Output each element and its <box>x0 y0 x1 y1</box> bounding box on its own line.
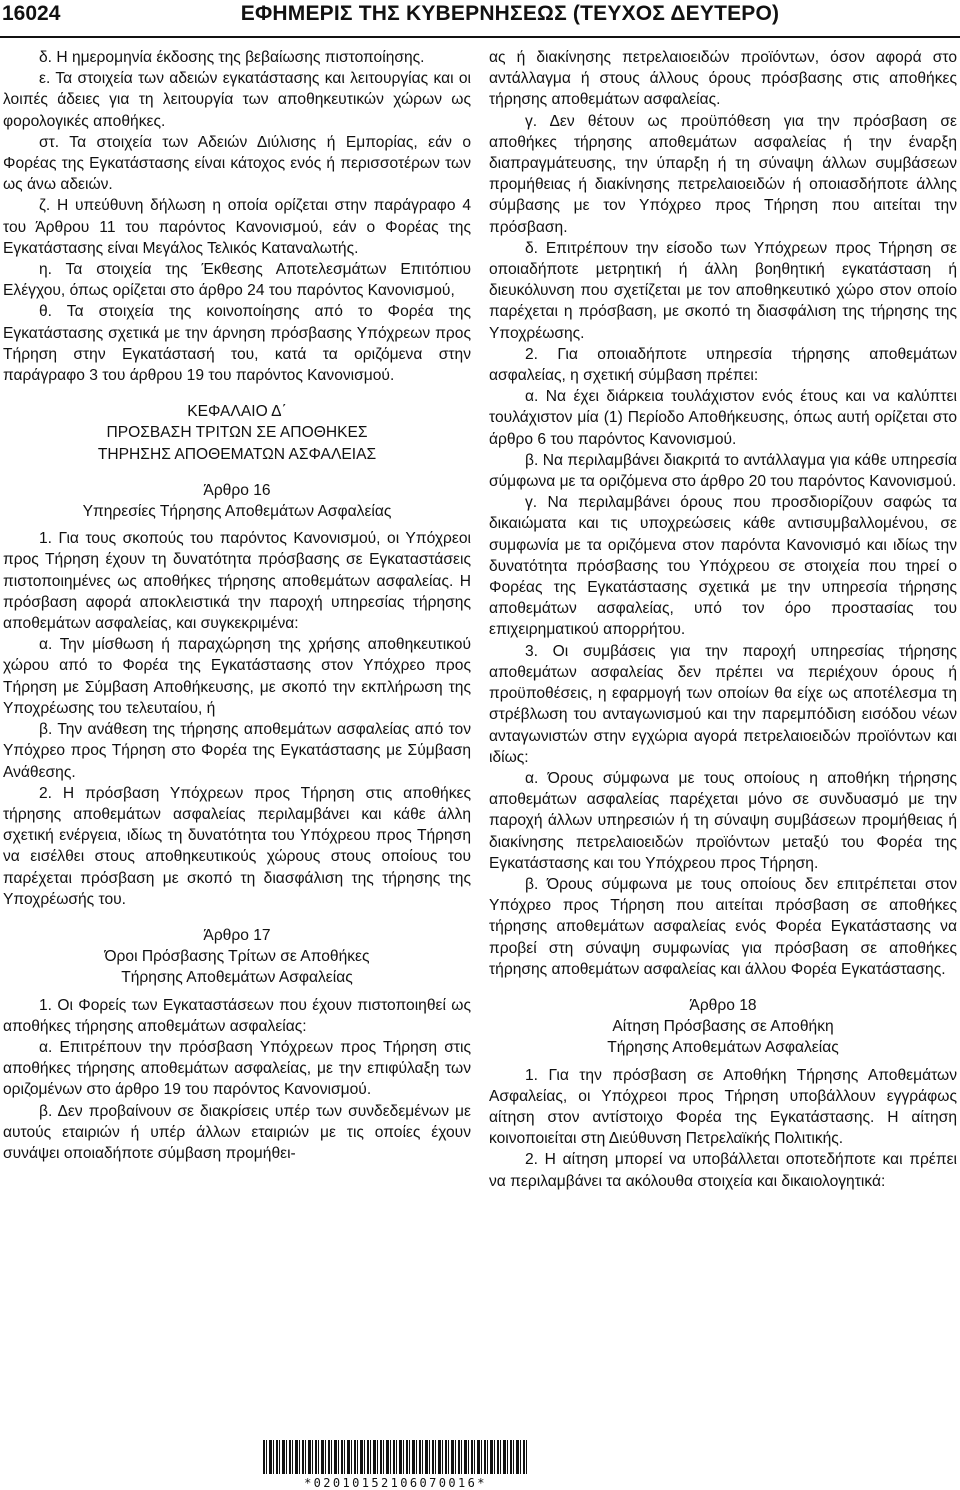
gazette-title <box>0 2 960 26</box>
paragraph: 1. Για την πρόσβαση σε Αποθήκη Τήρησης Αποθεμάτων Ασφαλείας, οι Υπόχρεοι προς Τήρηση υποβάλλουν εγγράφως αίτηση στον αντίστοιχο Φορέα της Εγκατάστασης. Η αίτηση κοινοποιείται στη Διεύθυνση Πετρελαϊκής Πολιτικής. <box>489 1066 957 1148</box>
page-number: 16024 <box>2 2 61 25</box>
paragraph: β. Την ανάθεση της τήρησης αποθεμάτων ασφαλείας από τον Υπόχρεο προς Τήρηση στο Φορέα της Εγκατάστασης με Σύμβαση Ανάθεσης. <box>3 721 471 781</box>
paragraph: ας ή διακίνησης πετρελαιοειδών προϊόντων, όσον αφορά στο αντάλλαγμα ή στους άλλους όρους πρόσβασης στις αποθήκες τήρησης αποθεμάτων ασφαλείας. <box>489 49 957 109</box>
paragraph: α. Την μίσθωση ή παραχώρηση της χρήσης αποθηκευτικού χώρου από το Φορέα της Εγκατάστασης στον Υπόχρεο προς Τήρηση με Σύμβαση Αποθήκευσης, με σκοπό την εκπλήρωση της Υποχρέωσης του τελευταίου, ή <box>3 636 471 717</box>
header-rule <box>0 36 960 38</box>
paragraph: 3. Οι συμβάσεις για την παροχή υπηρεσίας τήρησης αποθεμάτων ασφαλείας δεν πρέπει να περιέχουν όρους ή προϋποθέσεις, η εφαρμογή των οποίων θα είχε ως αποτέλεσμα τη στρέβλωση του ανταγωνισμού και την παρεμπόδιση εισόδου νέων ανταγωνιστών στην εγχώρια αγορά πετρελαιοειδών προϊόντων και ιδίως: <box>489 642 957 766</box>
paragraph: α. Επιτρέπουν την πρόσβαση Υπόχρεων προς Τήρηση στις αποθήκες τήρησης αποθεμάτων ασφαλείας, με την επιφύλαξη των οριζομένων στο άρθρο 19 του παρόντος Κανονισμού. <box>3 1038 471 1099</box>
paragraph: δ. Επιτρέπουν την είσοδο των Υπόχρεων προς Τήρηση σε οποιαδήποτε μετρητική ή άλλη βοηθητική εγκατάσταση ή διευκόλυνση που σχετίζεται με τον αποθηκευτικό χώρο στον οποίο παρέχεται η πρόσβαση, με σκοπό τη διασφάλιση της τήρησης της Υποχρέωσης. <box>489 239 957 342</box>
spacer <box>3 910 471 925</box>
article-title: Τήρησης Αποθεμάτων Ασφαλείας <box>607 1039 839 1057</box>
paragraph: 2. Η πρόσβαση Υπόχρεων προς Τήρηση στις αποθήκες τήρησης αποθεμάτων ασφαλείας περιλαμβάνει και κάθε άλλη σχετική ενέργεια, ιδίως τη δυνατότητα του Υπόχρεου προς Τήρηση να εισέλθει στους αποθηκευτικούς χώρους στους οποίους του παρέχεται πρόσβαση με σκοπό τη διασφάλιση της τήρησης της Υποχρέωσής του. <box>3 784 471 908</box>
gazette-title-text: ΕΦΗΜΕΡΙΣ ΤΗΣ ΚΥΒΕΡΝΗΣΕΩΣ (ΤΕΥΧΟΣ ΔΕΥΤΕΡΟ) <box>240 2 780 25</box>
right-column <box>489 47 957 1192</box>
paragraph: θ. Τα στοιχεία της κοινοποίησης από το Φορέα της Εγκατάστασης σχετικά με την άρνηση πρόσβασης Υπόχρεων προς Τήρηση στην Εγκατάστασή του, κατά τα οριζόμενα στην παράγραφο 3 του άρθρου 19 του παρόντος Κανονισμού. <box>3 303 471 385</box>
chapter-heading: ΠΡΟΣΒΑΣΗ ΤΡΙΤΩΝ ΣΕ ΑΠΟΘΗΚΕΣ <box>106 424 368 442</box>
article-title: Αίτηση Πρόσβασης σε Αποθήκη <box>612 1018 834 1036</box>
paragraph: β. Δεν προβαίνουν σε διακρίσεις υπέρ των συνδεδεμένων με αυτούς εταιριών ή υπέρ άλλων εταιριών με τις οποίες έχουν συνάψει οποιαδήποτε σύμβαση προμήθει- <box>3 1102 471 1162</box>
article-number: Άρθρο 16 <box>203 481 271 499</box>
paragraph: στ. Τα στοιχεία των Αδειών Διύλισης ή Εμπορίας, εάν ο Φορέας της Εγκατάστασης είναι κάτοχος ενός ή περισσοτέρων των ως άνω αδειών. <box>3 133 471 194</box>
paragraph: β. Να περιλαμβάνει διακριτά το αντάλλαγμα για κάθε υπηρεσία σύμφωνα με τα οριζόμενα στο άρθρο 20 του παρόντος Κανονισμού. <box>489 451 957 491</box>
article-title: Τήρησης Αποθεμάτων Ασφαλείας <box>121 969 353 987</box>
paragraph: γ. Δεν θέτουν ως προϋπόθεση για την πρόσβαση σε αποθήκες τήρησης αποθεμάτων ασφαλείας ή την έναρξη διαπραγμάτευσης, την ύπαρξη ή τη σύναψη άλλων συμβάσεων προμήθειας ή διακίνησης πετρελαιοειδών ή οποιασδήποτε άλλης σύμβασης με τον Υπόχρεο προς Τήρηση που αιτείται την πρόσβαση. <box>489 112 957 236</box>
article-title: Όροι Πρόσβασης Τρίτων σε Αποθήκες <box>104 948 370 966</box>
barcode-number: *02010152106070016* <box>304 1476 487 1490</box>
left-column <box>3 47 471 1164</box>
article-title: Υπηρεσίες Τήρησης Αποθεμάτων Ασφαλείας <box>82 503 392 521</box>
paragraph: α. Να έχει διάρκεια τουλάχιστον ενός έτους και να καλύπτει τουλάχιστον μία (1) Περίοδο Αποθήκευσης, όπως αυτή ορίζεται στο άρθρο 6 του παρόντος Κανονισμού. <box>489 388 957 448</box>
paragraph: 1. Οι Φορείς των Εγκαταστάσεων που έχουν πιστοποιηθεί ως αποθήκες τήρησης αποθεμάτων ασφαλείας: <box>3 996 471 1035</box>
spacer <box>3 386 471 401</box>
chapter-heading: ΚΕΦΑΛΑΙΟ Δ΄ <box>187 403 287 421</box>
paragraph: β. Όρους σύμφωνα με τους οποίους δεν επιτρέπεται στον Υπόχρεο προς Τήρηση που αιτείται πρόσβαση σε αποθήκες τήρησης αποθεμάτων ασφαλείας ενός Φορέα Εγκατάστασης να προβεί στη σύναψη συμφωνίας για πρόσβαση σε αποθήκες τήρησης αποθεμάτων ασφαλείας και άλλου Φορέα Εγκατάστασης. <box>489 875 957 978</box>
paragraph: 1. Για τους σκοπούς του παρόντος Κανονισμού, οι Υπόχρεοι προς Τήρηση έχουν τη δυνατότητα πρόσβασης σε Εγκαταστάσεις πιστοποιημένες ως αποθήκες τήρησης αποθεμάτων ασφαλείας. Η πρόσβαση αφορά αποκλειστικά την παροχή υπηρεσίας τήρησης αποθεμάτων ασφαλείας, και συγκεκριμένα: <box>3 530 471 633</box>
page-header <box>0 0 960 40</box>
paragraph: α. Όρους σύμφωνα με τους οποίους η αποθήκη τήρησης αποθεμάτων ασφαλείας παρέχεται μόνο σε συνδυασμό με την παροχή άλλων υπηρεσιών ή τη σύναψη συμβάσεων προμήθειας ή διακίνησης πετρελαιοειδών προϊόντων μεταξύ του Φορέα της Εγκατάστασης και του Υπόχρεου προς Τήρηση. <box>489 769 957 872</box>
paragraph: 2. Η αίτηση μπορεί να υποβάλλεται οποτεδήποτε και πρέπει να περιλαμβάνει τα ακόλουθα στοιχεία και δικαιολογητικά: <box>489 1151 957 1190</box>
paragraph: 2. Για οποιαδήποτε υπηρεσία τήρησης αποθεμάτων ασφαλείας, η σχετική σύμβαση πρέπει: <box>489 345 957 385</box>
barcode-bars <box>263 1440 528 1474</box>
chapter-heading: ΤΗΡΗΣΗΣ ΑΠΟΘΕΜΑΤΩΝ ΑΣΦΑΛΕΙΑΣ <box>97 445 377 463</box>
paragraph: δ. Η ημερομηνία έκδοσης της βεβαίωσης πιστοποίησης. <box>39 49 425 66</box>
article-number: Άρθρο 17 <box>203 926 271 944</box>
paragraph: γ. Να περιλαμβάνει όρους που προσδιορίζουν σαφώς τα δικαιώματα και τις υποχρεώσεις κάθε αντισυμβαλλομένου, σε συμφωνία με τα οριζόμενα στον παρόντα Κανονισμό και ιδίως την δυνατότητα πρόσβασης του Υπόχρεου σε στοιχεία που τηρεί ο Φορέας της Εγκατάστασης σχετικά με την υπηρεσία τήρησης αποθεμάτων ασφαλείας, υπό τον όρο προστασίας του επιχειρηματικού απορρήτου. <box>489 494 957 639</box>
paragraph: ζ. Η υπεύθυνη δήλωση η οποία ορίζεται στην παράγραφο 4 του Άρθρου 11 του παρόντος Κανονισμού, εάν ο Φορέας της Εγκατάστασης είναι Μεγάλος Τελικός Καταναλωτής. <box>3 197 471 257</box>
article-number: Άρθρο 18 <box>689 996 757 1014</box>
paragraph: η. Τα στοιχεία της Έκθεσης Αποτελεσμάτων Επιτόπιου Ελέγχου, όπως ορίζεται στο άρθρο 24 του παρόντος Κανονισμού, <box>3 261 471 300</box>
spacer <box>3 465 471 480</box>
barcode <box>263 1440 528 1490</box>
spacer <box>489 980 957 995</box>
paragraph: ε. Τα στοιχεία των αδειών εγκατάστασης και λειτουργίας και οι λοιπές άδειες για τη λειτουργία των αποθηκευτικών χώρων ως φορολογικές αποθήκες. <box>3 70 471 130</box>
